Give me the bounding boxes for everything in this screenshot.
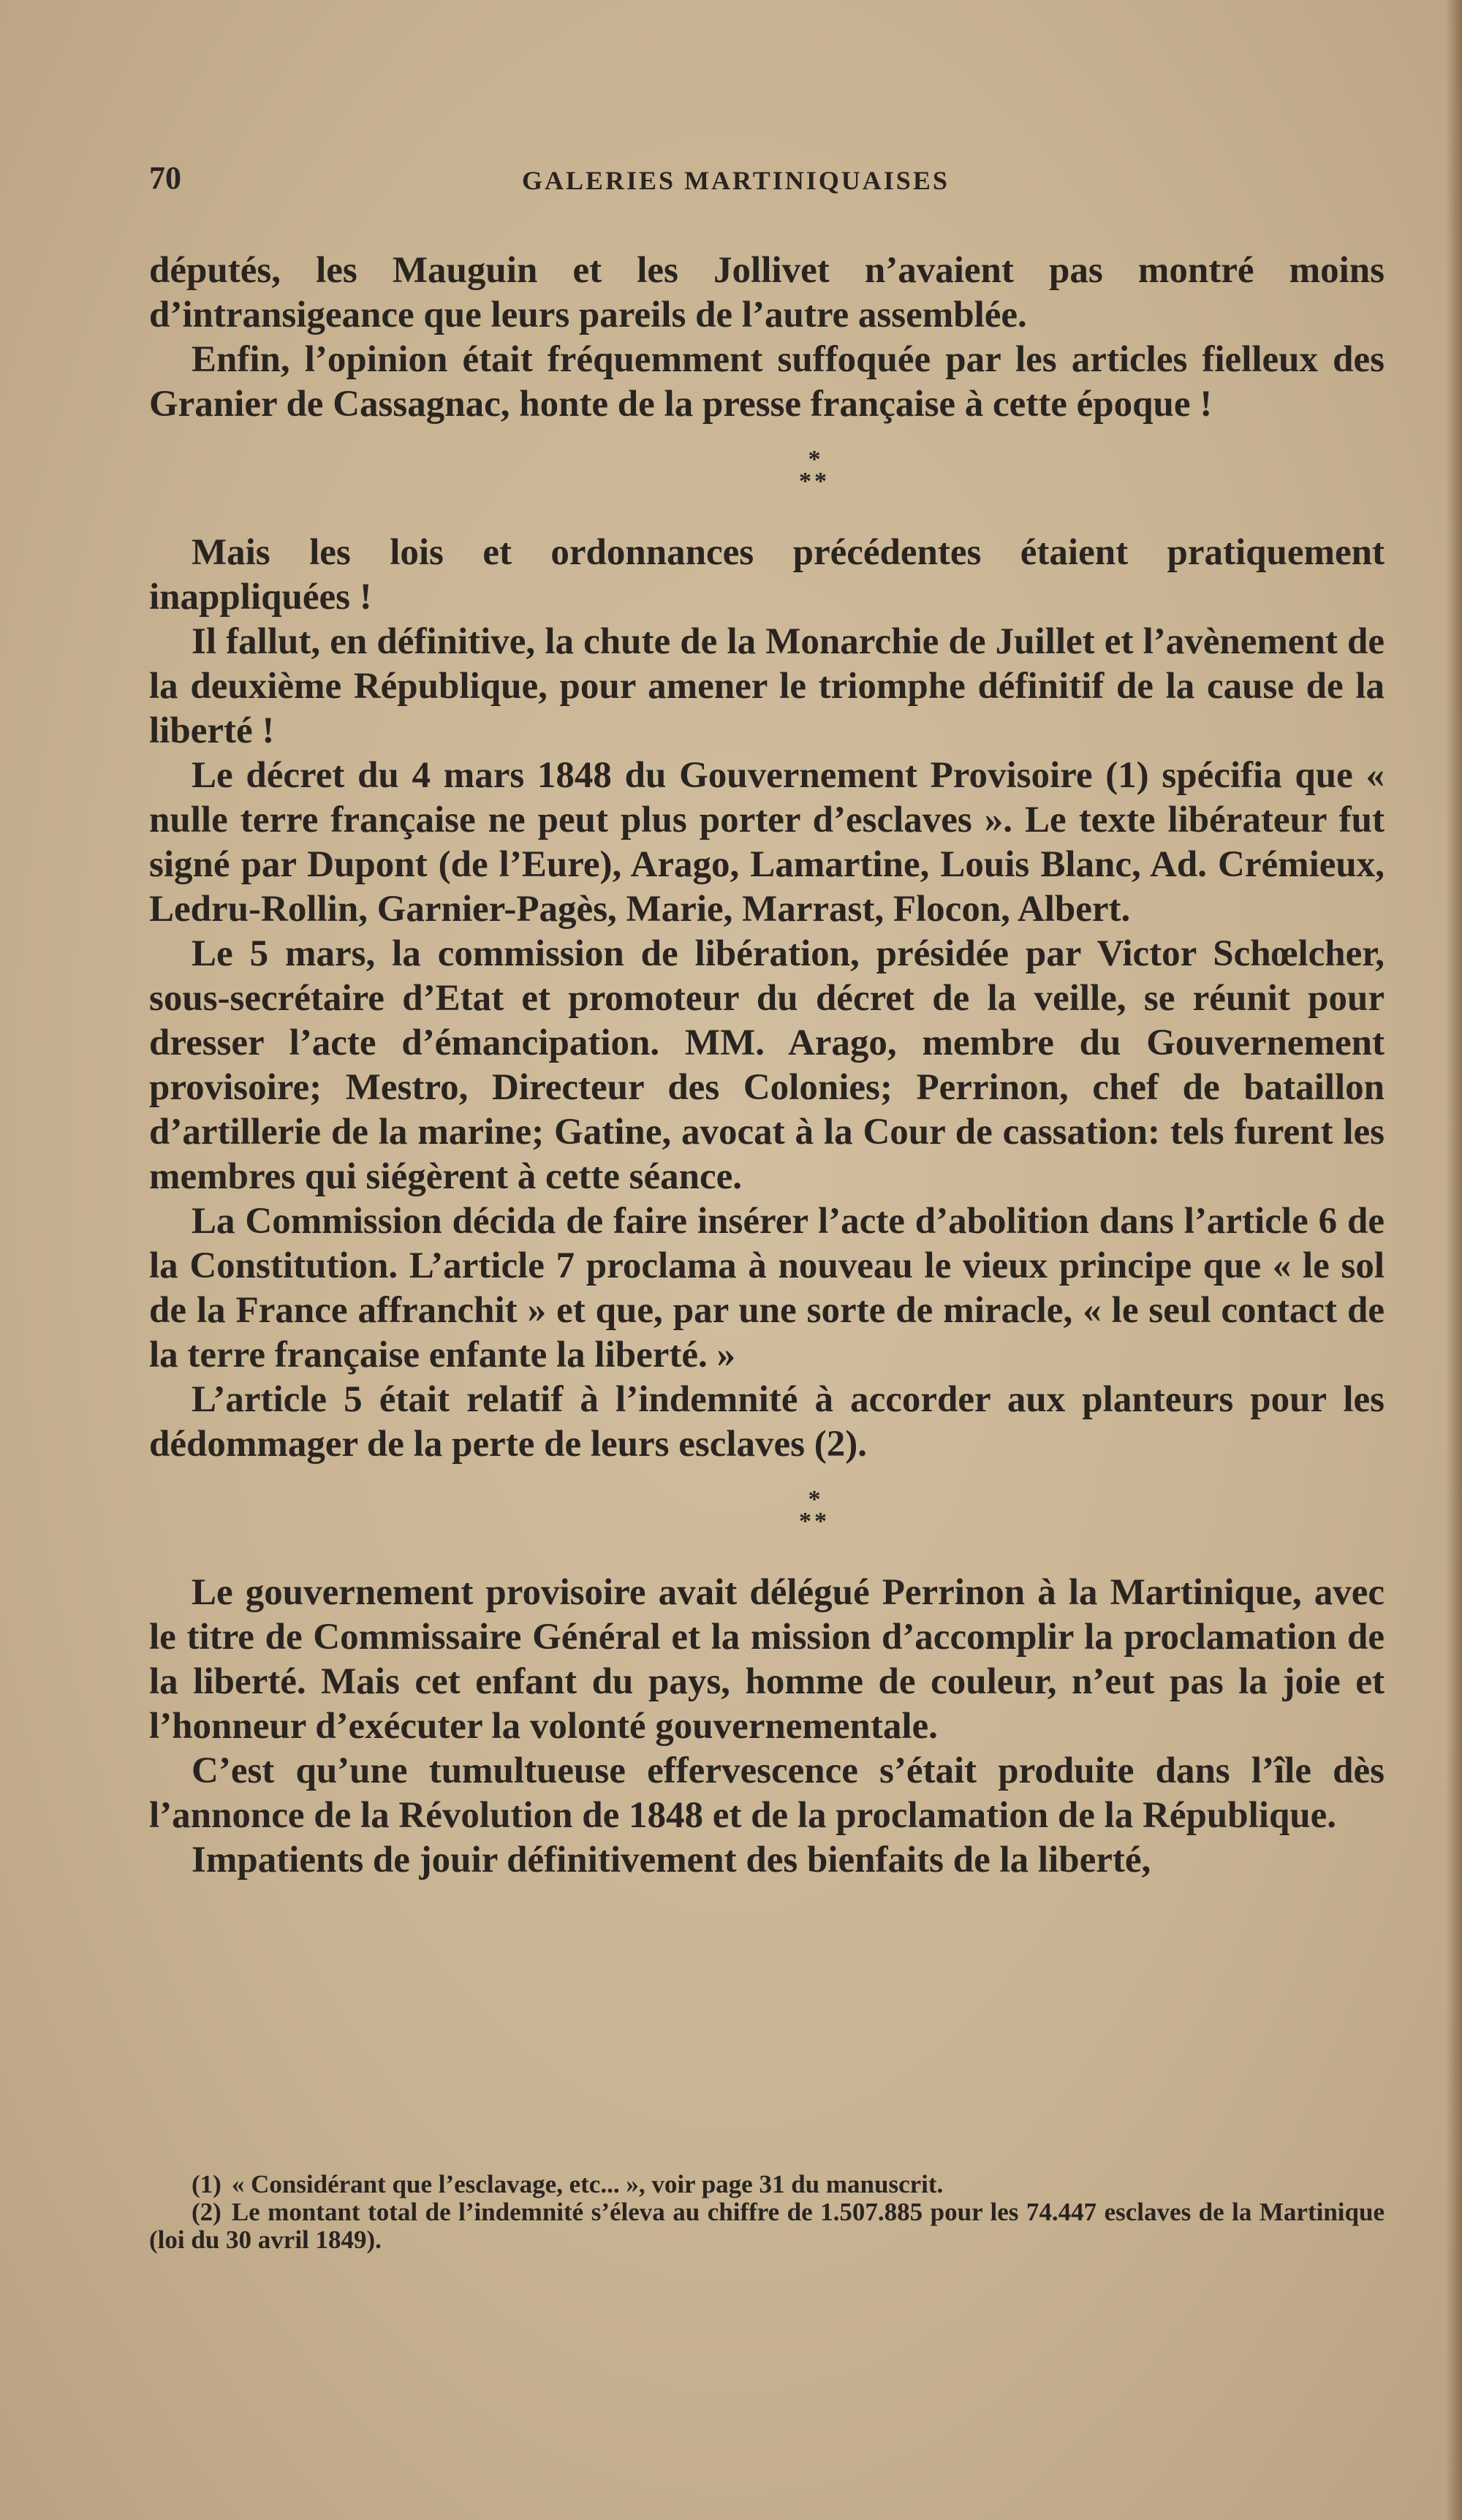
section-break-asterism — [149, 1486, 1385, 1535]
footnote — [149, 2171, 1385, 2198]
paragraph: députés, les Mauguin et les Jollivet n’avaient pas montré moins d’intransigeance que leurs pareils de l’autre assemblée. — [149, 250, 1385, 335]
asterism-bottom: ** — [799, 468, 830, 495]
asterism-top: * — [808, 1486, 821, 1513]
paragraph: Il fallut, en définitive, la chute de la Monarchie de Juillet et l’avènement de la deuxième République, pour amener le triomphe définitif de la cause de la liberté ! — [149, 621, 1385, 751]
paragraph: Le 5 mars, la commission de libération, présidée par Victor Schœlcher, sous-secrétaire d’Etat et promoteur du décret de la veille, se réunit pour dresser l’acte d’émancipation. MM. Arago, membre du Gouvernement provisoire; Mestro, Directeur des Colonies; Perrinon, chef de bataillon d’artillerie de la marine; Gatine, avocat à la Cour de cassation: tels furent les membres qui siégèrent à cette séance. — [149, 933, 1385, 1197]
paragraph: L’article 5 était relatif à l’indemnité à accorder aux planteurs pour les dédommager de la perte de leurs esclaves (2). — [149, 1379, 1385, 1465]
footnote — [149, 2198, 1385, 2254]
running-header — [149, 159, 1019, 203]
paragraph: Enfin, l’opinion était fréquemment suffoquée par les articles fielleux des Granier de Cassagnac, honte de la presse française à cette époque ! — [149, 339, 1385, 425]
running-title: GALERIES MARTINIQUAISES — [522, 166, 950, 195]
page-number: 70 — [149, 160, 181, 196]
body-text — [149, 248, 1385, 1883]
footnote-text: Le montant total de l’indemnité s’éleva au chiffre de 1.507.885 pour les 74.447 esclaves de la Martinique (loi du 30 avril 1849). — [149, 2198, 1385, 2254]
footnote-number: (1) — [192, 2170, 221, 2198]
paragraph: C’est qu’une tumultueuse effervescence s’était produite dans l’île dès l’annonce de la Révolution de 1848 et de la proclamation de la République. — [149, 1750, 1385, 1836]
paragraph: Impatients de jouir définitivement des bienfaits de la liberté, — [192, 1840, 1151, 1880]
paragraph: La Commission décida de faire insérer l’acte d’abolition dans l’article 6 de la Constitution. L’article 7 proclama à nouveau le vieux principe que « le sol de la France affranchit » et que, par une sorte de miracle, « le seul contact de la terre française enfante la liberté. » — [149, 1201, 1385, 1375]
footnote-text: « Considérant que l’esclavage, etc... », voir page 31 du manuscrit. — [231, 2170, 944, 2198]
paragraph: Le décret du 4 mars 1848 du Gouvernement Provisoire (1) spécifia que « nulle terre française ne peut plus porter d’esclaves ». Le texte libérateur fut signé par Dupont (de l’Eure), Arago, Lamartine, Louis Blanc, Ad. Crémieux, Ledru-Rollin, Garnier-Pagès, Marie, Marrast, Flocon, Albert. — [149, 755, 1385, 930]
footnote-number: (2) — [192, 2198, 221, 2226]
paragraph: Le gouvernement provisoire avait délégué Perrinon à la Martinique, avec le titre de Commissaire Général et la mission d’accomplir la proclamation de la liberté. Mais cet enfant du pays, homme de couleur, n’eut pas la joie et l’honneur d’exécuter la volonté gouvernementale. — [149, 1572, 1385, 1747]
page-edge-shadow — [1446, 0, 1462, 2520]
section-break-asterism — [149, 446, 1385, 495]
paragraph: Mais les lois et ordonnances précédentes étaient pratiquement inappliquées ! — [149, 532, 1385, 618]
asterism-top: * — [808, 446, 821, 473]
asterism-bottom: ** — [799, 1508, 830, 1535]
footnotes — [149, 2171, 1385, 2254]
